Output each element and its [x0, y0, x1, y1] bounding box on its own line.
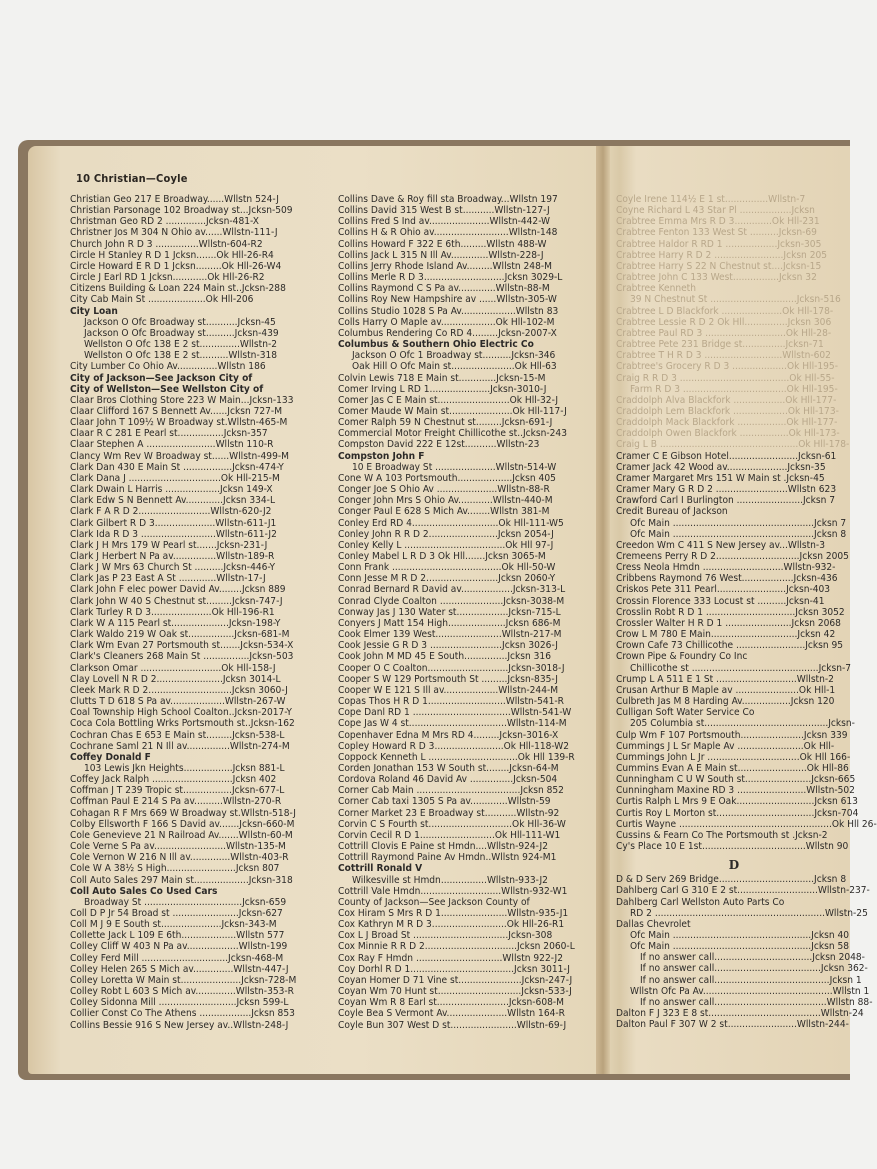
listing-entry: Collins David 315 West B st...........Wllstn-127-J: [338, 205, 550, 217]
listing-entry: Jackson O Ofc Broadway st...........Jcksn-45: [84, 316, 276, 328]
listing-entry: Creedon Wm C 411 S New Jersey av...Wllstn-3: [616, 539, 825, 551]
listing-entry: Clark Dana J ................................Ok Hll-215-M: [70, 472, 280, 484]
listing-entry: Coyne Richard L 43 Star Pl ..................Jcksn: [616, 205, 815, 217]
listing-entry: Compston John F: [338, 450, 425, 462]
listing-entry: Copas Thos H R D 1...........................Wllstn-541-R: [338, 696, 564, 708]
listing-entry: Cramer Mary G R D 2 .........................Wllstn 623: [616, 484, 837, 496]
listing-entry: Cy's Place 10 E 1st....................................Wllstn 90: [616, 841, 849, 853]
listing-entry: Columbus & Southern Ohio Electric Co: [338, 339, 534, 351]
listing-entry: Coca Cola Bottling Wrks Portsmouth st..Jcksn-162: [70, 718, 295, 730]
listing-entry: Chillicothe st ............................................Jcksn-7: [630, 662, 852, 674]
listing-entry: Claar Stephen A ........................Wllstn 110-R: [70, 439, 274, 451]
listing-entry: Coy Dorhl R D 1....................................Jcksn 3011-J: [338, 963, 570, 975]
listing-entry: Cole W A 38½ S High........................Jcksn 807: [70, 863, 280, 875]
listing-entry: Collins Dave & Roy fill sta Broadway...Wllstn 197: [338, 194, 558, 205]
listing-entry: Claar R C 281 E Pearl st................Jcksn-357: [70, 428, 268, 440]
listing-entry: Cope Jas W 4 st..................................Wllstn-114-M: [338, 718, 567, 730]
listing-entry: Clark's Cleaners 268 Main St ................Jcksn-503: [70, 651, 294, 663]
listing-entry: Church John R D 3 ...............Wllstn-604-R2: [70, 238, 263, 250]
listing-entry: Oak Hill O Ofc Main st......................Ok Hll-63: [352, 361, 557, 373]
listing-entry: Conley Kelly L ...................................Ok Hll 97-J: [338, 539, 554, 551]
listing-entry: Cooper S W 129 Portsmouth St .........Jcksn-835-J: [338, 673, 558, 685]
listing-entry: Cunningham C U W South st.......................Jcksn-665: [616, 774, 856, 786]
listing-entry: Collins Fred S Ind av.....................Wllstn-442-W: [338, 216, 551, 228]
listing-entry: Coyan Wm 70 Hunt st.............................Jcksn-533-J: [338, 986, 572, 998]
listing-entry: Clancy Wm Rev W Broadway st......Wllstn-499-M: [70, 450, 289, 462]
listing-entry: Comer Irving L RD 1.....................Jcksn-3010-J: [338, 383, 547, 395]
listing-entry: Craig L B ................................................Ok Hll-178-: [616, 439, 850, 451]
listing-entry: Collins Jack L 315 N Ill Av.............Wllstn-228-J: [338, 249, 544, 261]
listing-entry: 205 Columbia st...........................................Jcksn-: [630, 718, 855, 730]
listing-entry: Jackson O Ofc 1 Broadway st..........Jcksn-346: [352, 350, 556, 362]
listing-entry: Claar Clifford 167 S Bennett Av......Jcksn 727-M: [70, 405, 283, 417]
listing-entry: Collette Jack L 109 E 6th...................Wllstn 577: [70, 930, 285, 942]
listing-entry: Cox Hiram S Mrs R D 1.......................Wllstn-935-J1: [338, 908, 569, 919]
listing-entry: Conger Paul E 628 S Mich Av........Wllstn 381-M: [338, 506, 550, 518]
listing-entry: Dallas Chevrolet: [616, 918, 691, 930]
listing-entry: Colley Cliff W 403 N Pa av..................Wllstn-199: [70, 941, 288, 953]
listing-entry: Coll Auto Sales 297 Main st...................Jcksn-318: [70, 874, 293, 886]
listing-entry: Culbreth Jas M 8 Harding Av.................Jcksn 120: [616, 696, 835, 708]
listing-entry: Cook Elmer 139 West.......................Wllstn-217-M: [338, 629, 562, 641]
listing-entry: Cooper O C Coalton............................Jcksn-3018-J: [338, 662, 565, 674]
book-spine: [596, 146, 610, 1074]
listing-entry: Cook John M MD 45 E South...............Jcksn 316: [338, 651, 551, 663]
listing-entry: Coffey Donald F: [70, 751, 151, 763]
listing-entry: Collins Bessie 916 S New Jersey av..Wllstn-248-J: [70, 1019, 289, 1031]
listing-entry: Cunningham Maxine RD 3 ........................Wllstn-502: [616, 785, 855, 797]
listing-entry: City Lumber Co Ohio Av..............Wllstn 186: [70, 361, 266, 373]
listing-entry: Collins Jerry Rhode Island Av.........Wllstn 248-M: [338, 260, 552, 272]
listing-entry: Coll Auto Sales Co Used Cars: [70, 885, 218, 897]
listing-entry: Cochrane Saml 21 N Ill av...............Wllstn-274-M: [70, 740, 290, 752]
listing-entry: Corner Cab Main ....................................Jcksn 852: [338, 785, 564, 797]
listing-entry: Christman Geo RD 2 ..............Jcksn-481-X: [70, 216, 259, 228]
listing-entry: Cottrill Vale Hmdn............................Wllstn-932-W1: [338, 885, 568, 897]
listing-entry: Cremeens Perry R D 2.............................Jcksn 2005: [616, 551, 849, 562]
listing-entry: Conrad Clyde Coalton ......................Jcksn-3038-M: [338, 595, 565, 607]
listing-entry: Clark Jas P 23 East A St .............Wllstn-17-J: [70, 573, 266, 585]
listing-entry: Curtis Ralph L Mrs 9 E Oak...........................Jcksn 613: [616, 796, 858, 808]
listing-entry: Comer Ralph 59 N Chestnut st.........Jcksn-691-J: [338, 417, 553, 429]
listing-entry: Dahlberg Carl Wellston Auto Parts Co: [616, 896, 785, 908]
listing-entry: Christian Parsonage 102 Broadway st...Jcksn-509: [70, 205, 293, 217]
listing-entry: Clark John F elec power David Av........Jcksn 889: [70, 584, 286, 596]
listing-entry: Cribbens Raymond 76 West..................Jcksn-436: [616, 573, 838, 585]
listing-entry: Crabtree Harry S 22 N Chestnut st....Jcksn-15: [616, 260, 822, 272]
running-head: 10 Christian—Coyle: [76, 172, 188, 185]
listing-entry: Clark Dan 430 E Main St .................Jcksn-474-Y: [70, 461, 284, 473]
listing-entry: Crabtree Kenneth: [616, 283, 696, 295]
listing-entry: Coyle Bun 307 West D st.......................Wllstn-69-J: [338, 1019, 567, 1031]
listing-entry: RD 2 ...........................................................Wllstn-25: [630, 907, 868, 919]
listing-entry: Compston David 222 E 12st...........Wllstn-23: [338, 439, 540, 451]
listing-entry: Columbus Rendering Co RD 4.........Jcksn-2007-X: [338, 327, 557, 339]
listing-entry: Ofc Main .................................................Jcksn 8: [630, 528, 847, 540]
listing-entry: Colley Robt L 603 S Mich av..............Wllstn-353-R: [70, 986, 294, 998]
listing-entry: Coyan Wm R 8 Earl st.........................Jcksn-608-M: [338, 997, 564, 1009]
listing-entry: Cordova Roland 46 David Av ...............Jcksn-504: [338, 774, 558, 786]
listing-entry: Coll D P Jr 54 Broad st .......................Jcksn-627: [70, 908, 283, 919]
listing-entry: Corvin Cecil R D 1..........................Ok Hll-111-W1: [338, 829, 561, 841]
listing-entry: Wilkesville st Hmdn................Wllstn-933-J2: [352, 874, 548, 886]
listing-entry: Wllstn Ofc Pa Av.............................................Wllstn 1: [630, 985, 870, 997]
listing-entry: Comer Jas C E Main st.........................Ok Hll-32-J: [338, 394, 559, 406]
listing-entry: Craddolph Alva Blackfork ..................Ok Hll-177-: [616, 394, 837, 406]
listing-entry: Collins H & R Ohio av..........................Wllstn-148: [338, 227, 558, 239]
listing-entry: Circle Howard E R D 1 Jcksn.........Ok Hll-26-W4: [70, 260, 282, 272]
listing-entry: Ofc Main ................................................Jcksn 40: [630, 930, 850, 941]
listing-entry: Cleek Mark R D 2.............................Jcksn 3060-J: [70, 684, 288, 696]
listing-entry: Cox Ray F Hmdn ..............................Wllstn 922-J2: [338, 952, 564, 964]
listing-entry: Conley Mabel L R D 3 Ok Hll.......Jcksn 3065-M: [338, 551, 546, 562]
listing-entry: Crawford Carl I Burlington .......................Jcksn 7: [616, 495, 836, 507]
listing-entry: Conway Jas J 130 Water st..................Jcksn-715-L: [338, 606, 561, 618]
listing-entry: Coll M J 9 E South st.....................Jcksn-343-M: [70, 919, 277, 931]
listing-entry: Commercial Motor Freight Chillicothe st..Jcksn-243: [338, 428, 567, 440]
listing-entry: Circle J Earl RD 1 Jcksn............Ok Hll-26-R2: [70, 272, 265, 284]
listing-entry: Crown Pipe & Foundry Co Inc: [616, 651, 748, 663]
listing-entry: Curtis Wayne .....................................................Ok Hll 26-: [616, 818, 877, 830]
directory-page: [28, 146, 877, 1074]
listing-entry: Clark Waldo 219 W Oak st................Jcksn-681-M: [70, 629, 290, 641]
listing-entry: Cummings J L Sr Maple Av .......................Ok Hll-: [616, 740, 835, 752]
listing-entry: If no answer call.......................................Wllstn 88-: [640, 996, 873, 1008]
listing-entry: Copley Howard R D 3........................Ok Hll-118-W2: [338, 740, 570, 752]
listing-entry: 39 N Chestnut St ..............................Jcksn-516: [630, 294, 841, 306]
listing-entry: Citizens Building & Loan 224 Main st..Jcksn-288: [70, 283, 286, 295]
listing-entry: Conrad Bernard R David av..................Jcksn-313-L: [338, 584, 566, 596]
listing-entry: Conger John Mrs S Ohio Av............Wllstn-440-M: [338, 495, 553, 507]
listing-entry: Crosslin Robt R D 1 ...............................Jcksn 3052: [616, 606, 845, 618]
listing-entry: Clark J Herbert N Pa av...............Wllstn-189-R: [70, 551, 275, 562]
listing-entry: Colls Harry O Maple av...................Ok Hll-102-M: [338, 316, 555, 328]
listing-entry: Dalton F J 323 E 8 st.......................................Wllstn-24: [616, 1008, 864, 1020]
listing-entry: Cummins Evan A E Main st........................Ok Hll-86: [616, 762, 849, 774]
listing-entry: Cramer C E Gibson Hotel........................Jcksn-61: [616, 450, 837, 462]
listing-entry: Crossin Florence 333 Locust st ..........Jcksn-41: [616, 595, 825, 607]
listing-entry: 103 Lewis Jkn Heights.................Jcksn 881-L: [84, 762, 285, 774]
listing-entry: Clark Dwain L Harris ...................Jcksn 149-X: [70, 484, 273, 496]
listing-entry: Crabtree John C 133 West................Jcksn 32: [616, 272, 817, 284]
listing-entry: Cox Kathryn M R D 3..........................Ok Hll-26-R1: [338, 919, 565, 931]
listing-entry: City Cab Main St ....................Ok Hll-206: [70, 294, 254, 306]
listing-entry: Comer Maude W Main st......................Ok Hll-117-J: [338, 405, 567, 417]
listing-entry: Corden Jonathan 153 W South st........Jcksn-64-M: [338, 762, 559, 774]
listing-entry: Craig R R D 3 ......................................Ok Hll-55-: [616, 372, 835, 384]
listing-entry: Cussins & Fearn Co The Portsmouth st .Jcksn-2: [616, 829, 828, 841]
listing-entry: Clark W A 115 Pearl st....................Jcksn-198-Y: [70, 617, 281, 629]
listing-entry: Cottrill Raymond Paine Av Hmdn..Wllstn 924-M1: [338, 852, 557, 864]
listing-entry: Cone W A 103 Portsmouth...................Jcksn 405: [338, 472, 556, 484]
listing-entry: Clark J W Mrs 63 Church St ..........Jcksn-446-Y: [70, 562, 276, 574]
listing-entry: Crabtree Emma Mrs R D 3.............Ok Hll-231: [616, 216, 820, 228]
listing-entry: Collins Merle R D 3............................Jcksn 3029-L: [338, 272, 563, 284]
listing-entry: Crossler Walter H R D 1 .......................Jcksn 2068: [616, 617, 841, 629]
listing-entry: County of Jackson—See Jackson County of: [338, 896, 530, 908]
listing-entry: Cummings John L Jr ................................Ok Hll 166-: [616, 751, 851, 763]
listing-entry: 10 E Broadway St .....................Wllstn-514-W: [352, 461, 557, 473]
listing-entry: Copenhaver Edna M Mrs RD 4.........Jcksn-3016-X: [338, 729, 559, 741]
listing-entry: Clark Gilbert R D 3.....................Wllstn-611-J1: [70, 517, 277, 529]
listing-entry: Corner Cab taxi 1305 S Pa av.............Wllstn-59: [338, 796, 551, 808]
listing-entry: Cohagan R F Mrs 669 W Broadway st.Wllstn-518-J: [70, 807, 296, 819]
listing-entry: Ofc Main ................................................Jcksn 58: [630, 941, 850, 953]
listing-entry: Claar Bros Clothing Store 223 W Main...Jcksn-133: [70, 394, 294, 406]
listing-entry: Cole Genevieve 21 N Railroad Av.......Wllstn-60-M: [70, 829, 293, 841]
listing-entry: Cox L J Broad St .................................Jcksn-308: [338, 930, 553, 942]
listing-entry: Clarkson Omar ............................Ok Hll-158-J: [70, 662, 276, 674]
listing-entry: Cramer Margaret Mrs 151 W Main st .Jcksn-45: [616, 472, 825, 484]
listing-entry: Clark John W 40 S Chestnut st.........Jcksn-747-J: [70, 595, 283, 607]
listing-entry: Clutts T D 618 S Pa av...................Wllstn-267-W: [70, 696, 286, 708]
listing-entry: Coffman Paul E 214 S Pa av..........Wllstn-270-R: [70, 796, 282, 808]
listing-entry: Cole Vernon W 216 N Ill av..............Wllstn-403-R: [70, 852, 289, 864]
directory-column-middle: [338, 194, 590, 1031]
listing-entry: Colley Ferd Mill ..............................Jcksn-468-M: [70, 952, 284, 964]
listing-entry: Coppock Kenneth L ...............................Ok Hll 139-R: [338, 751, 575, 763]
listing-entry: Cox Minnie R R D 2................................Jcksn 2060-L: [338, 941, 575, 953]
listing-entry: Colby Ellsworth F 166 S David av.......Jcksn-660-M: [70, 818, 295, 830]
listing-entry: Broadway St ..................................Jcksn-659: [84, 896, 287, 908]
listing-entry: Crown Cafe 73 Chillicothe ........................Jcksn 95: [616, 640, 844, 652]
listing-entry: Craddolph Owen Blackfork .................Ok Hll-173-: [616, 428, 840, 440]
listing-entry: Collins Howard F 322 E 6th.........Wllstn 488-W: [338, 238, 547, 250]
listing-entry: Cress Neola Hmdn ............................Wllstn-932-: [616, 562, 836, 574]
listing-entry: Jackson O Ofc Broadway st..........Jcksn-439: [84, 327, 279, 339]
listing-entry: Craddolph Lem Blackfork ...................Ok Hll-173-: [616, 405, 839, 417]
listing-entry: Corner Market 23 E Broadway st...........Wllstn-92: [338, 807, 560, 819]
listing-entry: Cook Jessie G R D 3 .........................Jcksn 3026-J: [338, 640, 558, 652]
listing-entry: Farm R D 3 ....................................Ok Hll-195-: [630, 383, 838, 395]
listing-entry: Crabtree Lessie R D 2 Ok Hll...............Jcksn 306: [616, 316, 832, 328]
listing-entry: Christian Geo 217 E Broadway......Wllstn 524-J: [70, 194, 279, 205]
section-letter: D: [728, 858, 740, 873]
listing-entry: Colvin Lewis 718 E Main st.............Jcksn-15-M: [338, 372, 546, 384]
listing-entry: Collins Studio 1028 S Pa Av...................Wllstn 83: [338, 305, 559, 317]
listing-entry: Cooper W E 121 S Ill av...................Wllstn-244-M: [338, 684, 559, 696]
listing-entry: Coyan Homer D 71 Vine st......................Jcksn-247-J: [338, 974, 573, 986]
directory-column-right: [616, 194, 877, 1031]
listing-entry: Coffey Jack Ralph ............................Jcksn 402: [70, 774, 277, 786]
listing-entry: City Loan: [70, 305, 118, 317]
listing-entry: Crabtree Pete 231 Bridge st...............Jcksn-71: [616, 339, 824, 351]
directory-column-left: [70, 194, 328, 1031]
listing-entry: If no answer call..................................Jcksn 2048-: [640, 952, 865, 964]
listing-entry: D & D Serv 269 Bridge.................................Jcksn 8: [616, 874, 847, 886]
listing-entry: Conley Erd RD 4..............................Ok Hll-111-W5: [338, 517, 564, 529]
listing-entry: Conn Jesse M R D 2.........................Jcksn 2060-Y: [338, 573, 556, 585]
listing-entry: Clark J H Mrs 179 W Pearl st.......Jcksn-231-J: [70, 539, 268, 551]
listing-entry: Colley Helen 265 S Mich av..............Wllstn-447-J: [70, 963, 289, 975]
listing-entry: Cochran Chas E 653 E Main st.........Jcksn-538-L: [70, 729, 285, 741]
listing-entry: Christner Jos M 304 N Ohio av......Wllstn-111-J: [70, 227, 278, 239]
listing-entry: City of Jackson—See Jackson City of: [70, 372, 253, 384]
listing-entry: Clay Lovell N R D 2.......................Jcksn 3014-L: [70, 673, 281, 685]
listing-entry: Clark Ida R D 3 ..........................Wllstn-611-J2: [70, 528, 277, 540]
listing-entry: Criskos Pete 311 Pearl........................Jcksn-403: [616, 584, 831, 596]
listing-entry: Ofc Main .................................................Jcksn 7: [630, 517, 847, 529]
listing-entry: Collier Const Co The Athens ..................Jcksn 853: [70, 1008, 295, 1020]
listing-entry: Colley Loretta W Main st.....................Jcksn-728-M: [70, 974, 297, 986]
listing-entry: Crabtree Paul RD 3 ............................Ok Hll-28-: [616, 327, 832, 339]
listing-entry: Conger Joe S Ohio Av .....................Wllstn-88-R: [338, 484, 550, 496]
listing-entry: Wellston O Ofc 138 E 2 st..........Wllstn-318: [84, 350, 278, 362]
listing-entry: Cope Danl RD 1 ..................................Wllstn-541-W: [338, 707, 572, 719]
listing-entry: Coal Township High School Coalton..Jcksn-2017-Y: [70, 707, 292, 719]
listing-entry: Crabtree L D Blackfork .....................Ok Hll-178-: [616, 305, 834, 317]
listing-entry: Dalton Paul F 307 W 2 st........................Wllstn-244-: [616, 1019, 849, 1031]
listing-entry: If no answer call.....................................Jcksn 362-: [640, 963, 868, 975]
listing-entry: Credit Bureau of Jackson: [616, 506, 728, 518]
listing-entry: Collins Raymond C S Pa av.............Wllstn-88-M: [338, 283, 550, 295]
listing-entry: Cottrill Clovis E Paine st Hmdn....Wllstn-924-J2: [338, 841, 548, 853]
listing-entry: If no answer call........................................Jcksn 1: [640, 974, 862, 986]
listing-entry: Clark F A R D 2.........................Wllstn-620-J2: [70, 506, 272, 518]
listing-entry: Claar John T 109½ W Broadway st.Wllstn-465-M: [70, 417, 288, 429]
listing-entry: Crabtree's Grocery R D 3 ...................Ok Hll-195-: [616, 361, 838, 373]
listing-entry: Circle H Stanley R D 1 Jcksn.......Ok Hll-26-R4: [70, 249, 274, 261]
listing-entry: Crump L A 511 E 1 St ............................Wllstn-2: [616, 673, 834, 685]
listing-entry: Conyers J Matt 154 High....................Jcksn 686-M: [338, 617, 561, 629]
listing-entry: Cole Verne S Pa av.........................Wllstn-135-M: [70, 841, 286, 853]
listing-entry: Crabtree Haldor R RD 1 ..................Jcksn-305: [616, 238, 822, 250]
listing-entry: Conley John R R D 2........................Jcksn 2054-J: [338, 528, 554, 540]
listing-entry: Coffman J T 239 Tropic st.................Jcksn-677-L: [70, 785, 285, 797]
listing-entry: Coyle Bea S Vermont Av.....................Wllstn 164-R: [338, 1008, 565, 1020]
listing-entry: Clark Edw S N Bennett Av.............Jcksn 334-L: [70, 495, 276, 507]
listing-entry: Crusan Arthur B Maple av ......................Ok Hll-1: [616, 684, 836, 696]
listing-entry: Cramer Jack 42 Wood av.....................Jcksn-35: [616, 461, 826, 473]
listing-entry: Collins Roy New Hampshire av ......Wllstn-305-W: [338, 294, 557, 306]
listing-entry: Culp Wm F 107 Portsmouth......................Jcksn 339: [616, 729, 848, 741]
listing-entry: City of Wellston—See Wellston City of: [70, 383, 264, 395]
listing-entry: Craddolph Mack Blackfork .................Ok Hll-177-: [616, 417, 838, 429]
listing-entry: Cottrill Ronald V: [338, 863, 423, 875]
listing-entry: Clark Wm Evan 27 Portsmouth st.......Jcksn-534-X: [70, 640, 294, 652]
listing-entry: Dahlberg Carl G 310 E 2 st............................Wllstn-237-: [616, 885, 870, 897]
listing-entry: Wellston O Ofc 138 E 2 st..............Wllstn-2: [84, 339, 278, 351]
listing-entry: Culligan Soft Water Service Co: [616, 707, 755, 719]
listing-entry: Conn Frank ......................................Ok Hll-50-W: [338, 562, 556, 574]
listing-entry: Crabtree T H R D 3 ...........................Wllstn-602: [616, 350, 831, 362]
listing-entry: Corvin C S Fourth st.............................Ok Hll-36-W: [338, 818, 566, 830]
listing-entry: Coyle Irene 114½ E 1 st...............Wllstn-7: [616, 194, 806, 205]
listing-entry: Crabtree Fenton 133 West St ..........Jcksn-69: [616, 227, 817, 239]
listing-entry: Crabtree Harry R D 2 ........................Jcksn 205: [616, 249, 828, 261]
listing-entry: Clark Turley R D 3.....................Ok Hll-196-R1: [70, 606, 275, 618]
listing-entry: Colley Sidonna Mill ...........................Jcksn 599-L: [70, 997, 289, 1009]
listing-entry: Curtis Roy L Morton st..................................Jcksn-704: [616, 807, 859, 819]
listing-entry: Crow L M 780 E Main..............................Jcksn 42: [616, 629, 836, 641]
